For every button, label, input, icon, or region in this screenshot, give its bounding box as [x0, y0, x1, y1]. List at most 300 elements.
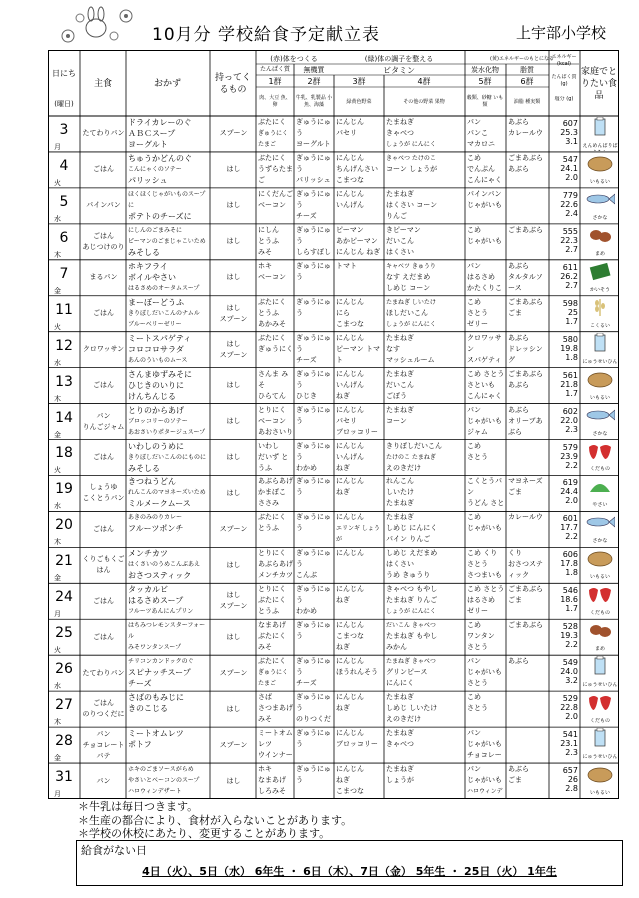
nutrition-p: 22.8: [560, 703, 578, 713]
side-cell: [128, 153, 209, 187]
g5-cell: [467, 405, 505, 439]
nutrition-values: [549, 407, 578, 434]
side-item: ＡＢＣスープ: [128, 129, 176, 138]
potato-icon: [585, 764, 615, 784]
g5-item: パインパン: [467, 189, 502, 198]
g5-item: こめ: [467, 225, 481, 234]
g4-item: なす えだまめ: [386, 272, 431, 281]
nutrition-s: 2.2: [565, 640, 578, 650]
bring-item: はし: [226, 591, 241, 600]
g5-item: こめ: [467, 153, 481, 162]
weekday: 水: [54, 214, 61, 223]
nutrition-p: 21.8: [560, 379, 578, 389]
header-green-label: (緑)体の調子を整える: [364, 54, 434, 63]
g3-item: にんじん: [336, 189, 364, 198]
g3-item: あかピーマン: [336, 236, 378, 245]
g5-cell: [467, 441, 505, 475]
header-bring: 持ってくるもの: [214, 73, 251, 95]
g3-cell: [336, 261, 383, 295]
g3-item: にんじん: [336, 118, 364, 126]
side-item: きつねうどん: [128, 477, 176, 487]
weekday: 木: [54, 718, 61, 727]
g6-item: ごまあぶら: [508, 297, 543, 306]
side-cell: [128, 261, 209, 295]
bring-item: はし: [226, 165, 241, 174]
g5-item: じゃがいも: [467, 776, 502, 785]
g3-item: にんじん: [336, 405, 364, 414]
g1-cell: [258, 261, 293, 295]
staple-item: ごはん: [93, 596, 114, 605]
g6-item: ごま: [508, 308, 522, 317]
staple-item: ごはん: [93, 699, 114, 708]
bring-cell: [212, 117, 255, 151]
g6-cell: [508, 620, 548, 654]
nutrition-values: [549, 227, 578, 254]
staple-cell: [82, 476, 125, 510]
nutrition-e: 607: [562, 119, 578, 128]
g2-item: のりつくだ: [296, 715, 331, 724]
g5-item: こめ: [467, 297, 481, 306]
g1-item: ひらてん: [258, 391, 286, 400]
g5-item: こめ: [467, 513, 481, 522]
staple-item: クロワッサン: [82, 345, 125, 354]
weekday: 金: [54, 754, 61, 763]
g4-item: えのきだけ: [386, 463, 421, 472]
nutrition-s: 2.3: [565, 748, 578, 758]
grain-icon: [585, 297, 615, 317]
g6-cell: [508, 261, 548, 295]
g2-item: わかめ: [296, 607, 317, 616]
g4-item: きゃべつ: [386, 740, 414, 749]
day-number: 20: [55, 517, 73, 534]
g4-item: しめじ えだまめ: [386, 549, 438, 558]
g3-item: パセリ: [336, 416, 357, 425]
g1-item: ぶたにく: [258, 513, 286, 522]
g1-cell: [258, 117, 293, 151]
g1-cell: [258, 369, 293, 403]
nutrition-e: 547: [562, 154, 578, 164]
g1-item: みそ: [258, 643, 272, 652]
side-item: おさつスティック: [128, 571, 192, 581]
staple-item: パン: [96, 776, 111, 785]
staple-item: しょうゆ: [89, 483, 118, 492]
nutrition-s: 2.7: [565, 244, 578, 254]
home-food-label: やさい: [592, 502, 608, 509]
g4-item: きゃべつ たけのこ: [386, 154, 436, 162]
side-item: ポトフ: [128, 740, 152, 750]
nutrition-e: 546: [562, 586, 578, 596]
header-g6: 6群: [520, 76, 534, 86]
g5-item: パンこ: [467, 129, 488, 137]
g5-item: さとう: [467, 679, 488, 688]
g5-item: こんにゃく: [467, 175, 502, 184]
bring-item: スプーン: [219, 602, 248, 611]
side-item: ホキのごまソースがらめ: [128, 766, 194, 774]
header-day: 日にち: [52, 68, 76, 78]
g1-item: ぶたにく: [258, 297, 286, 306]
g3-item: にんじん: [336, 621, 364, 630]
header-weekday: (曜日): [54, 99, 74, 108]
g2-item: ぎゅうにゅう: [296, 657, 331, 677]
staple-item: パン: [96, 411, 111, 420]
g3-item: ブロッコリー: [336, 740, 378, 749]
g1-item: ぶたにく: [258, 632, 286, 641]
side-item: タッカルビ: [128, 585, 168, 595]
g3-cell: [336, 728, 383, 762]
nutrition-p: 24.0: [560, 667, 578, 677]
g2-cell: [296, 512, 333, 546]
g1-cell: [258, 656, 293, 690]
g4-cell: [386, 620, 464, 654]
bring-cell: [212, 620, 255, 654]
side-item: ミルメークムース: [128, 499, 191, 509]
g2-cell: [296, 333, 333, 367]
header-energy-unit: エネルギー (kcal): [551, 54, 577, 67]
note-line: ＊牛乳は毎日つきます。: [78, 800, 199, 813]
side-item: はちみつレモンスターフォール: [128, 622, 206, 641]
g4-item: えのきだけ: [386, 715, 421, 724]
g1-item: みそ: [258, 247, 272, 256]
bring-cell: [212, 261, 255, 295]
header-home: 家庭でとりたい食品: [580, 67, 617, 101]
g4-item: たまねぎ もやし: [386, 632, 438, 641]
nutrition-values: [549, 478, 578, 505]
side-item: ちゅうかどんのぐ: [128, 153, 192, 163]
g1-item: ぶたにく: [258, 153, 286, 162]
g4-item: キャベツ きゅうり: [386, 262, 436, 270]
g2-cell: [296, 225, 333, 259]
g2-cell: [296, 764, 333, 798]
nutrition-p: 17.7: [560, 523, 578, 533]
header-g4: 4群: [417, 76, 431, 86]
g3-item: ブロッコリー: [336, 427, 378, 436]
g2-item: ぎゅうにゅう: [296, 765, 331, 785]
g5-cell: [467, 369, 505, 403]
g6-item: ごまあぶら: [508, 621, 543, 630]
g2-item: ぎゅうにゅう: [296, 549, 331, 569]
g6-item: タルタルソース: [508, 272, 543, 292]
weekday: 金: [54, 574, 61, 583]
g2-item: ぎゅうにゅう: [296, 729, 331, 749]
g2-cell: [296, 728, 333, 762]
g3-item: トマト: [336, 261, 357, 270]
g3-item: にんじん: [336, 477, 364, 486]
g1-cell: [258, 728, 293, 762]
side-item: ポテトのチーズに: [128, 211, 192, 221]
g1-item: ぶたにく: [258, 118, 286, 126]
g2-cell: [296, 153, 333, 187]
home-food-label: さかな: [592, 538, 608, 545]
staple-item: くりごもくごはん: [82, 555, 125, 575]
g4-cell: [386, 261, 464, 295]
header-g2: 2群: [307, 76, 321, 86]
side-cell: [128, 656, 209, 690]
g6-cell: [508, 153, 548, 187]
g1-item: [258, 402, 293, 403]
g1-item: ベーコン: [258, 272, 286, 281]
nutrition-e: 611: [562, 262, 578, 272]
g5-item: マカロニ: [467, 140, 495, 148]
g6-cell: [508, 225, 548, 259]
g5-item: さとう: [467, 643, 488, 652]
g2-item: ぎゅうにゅう: [296, 369, 331, 389]
side-item: みそしる: [128, 463, 160, 473]
g6-cell: [508, 297, 548, 331]
g4-item: たまねぎ: [386, 189, 414, 198]
staple-cell: [82, 153, 125, 187]
no-lunch-label: 給食がない日: [81, 844, 147, 857]
bring-item: スプーン: [219, 314, 248, 323]
g4-item: うめ きゅうり: [386, 571, 431, 580]
staple-cell: [82, 584, 125, 618]
home-food-label: さかな: [592, 214, 608, 221]
g6-cell: [508, 548, 548, 582]
nutrition-p: 23.9: [560, 451, 578, 461]
g4-cell: [386, 189, 464, 223]
side-cell: [128, 692, 209, 726]
header-g1: 1群: [268, 76, 282, 86]
g3-cell: [336, 476, 383, 510]
side-item: ピーマンのごまじゃこいため: [128, 237, 206, 245]
g5-cell: [467, 297, 505, 331]
staple-item: ごはん: [93, 524, 114, 533]
g4-item: しめじ コーン: [386, 283, 431, 292]
g4-item: しょうが: [386, 776, 414, 785]
home-food-label: こくるい: [589, 322, 610, 329]
side-item: [128, 653, 209, 654]
g4-cell: [386, 476, 464, 510]
g5-cell: [467, 476, 505, 510]
g1-item: うずらたまご: [258, 164, 293, 184]
g2-item: ぎゅうにゅう: [296, 333, 331, 353]
nutrition-values: [549, 766, 578, 793]
nutrition-p: 18.6: [560, 595, 578, 605]
side-item: いわしのうめに: [128, 441, 184, 451]
g1-item: さんま みそ: [258, 369, 289, 389]
side-cell: [128, 369, 209, 403]
side-item: ドライカレーのぐ: [128, 118, 192, 127]
g2-item: わかめ: [296, 463, 317, 472]
nutrition-e: 779: [562, 190, 578, 200]
g3-item: いんげん: [336, 452, 364, 461]
nutrition-values: [549, 658, 578, 685]
bring-cell: [212, 405, 255, 439]
g4-item: れんこん: [386, 477, 414, 486]
g2-item: ぎゅうにゅう: [296, 118, 331, 137]
side-cell: [128, 620, 209, 654]
g3-item: パセリ: [336, 129, 357, 137]
g3-item: ピーマン トマト: [336, 344, 380, 364]
nutrition-values: [549, 443, 578, 470]
g2-item: [296, 258, 333, 259]
g1-cell: [258, 512, 293, 546]
g1-item: とりにく: [258, 405, 286, 414]
header-salt-unit: 塩分 (g): [554, 96, 574, 102]
g2-item: チーズ: [296, 355, 317, 364]
g1-cell: [258, 189, 293, 223]
day-number: 21: [55, 553, 73, 570]
side-item: あんのういものムース: [128, 356, 188, 364]
header-g6-sub: 油脂 種実類: [513, 98, 541, 105]
g2-item: ぎゅうにゅう: [296, 153, 331, 173]
milk-icon: [585, 728, 615, 748]
g5-item: じゃがいも: [467, 524, 502, 533]
g1-cell: [258, 153, 293, 187]
bring-item: はし: [226, 273, 241, 282]
g4-cell: [386, 548, 464, 582]
nutrition-values: [549, 694, 578, 721]
weekday: 火: [54, 178, 61, 187]
nutrition-e: 529: [562, 694, 578, 704]
home-food-label: いもるい: [589, 394, 610, 401]
page-header: [0, 0, 639, 50]
g3-item: ピーマン: [336, 225, 364, 234]
g1-item: ウインナー: [258, 751, 293, 760]
nutrition-s: 1.7: [565, 316, 578, 326]
staple-cell: [82, 225, 125, 259]
bring-item: はし: [226, 339, 241, 348]
g1-item: ホキ: [258, 765, 272, 774]
side-item: こんにゃくのソテー: [128, 165, 182, 173]
staple-cell: [82, 189, 125, 223]
g4-item: たまねぎ りんご: [386, 596, 438, 605]
nutrition-s: 2.4: [565, 208, 578, 218]
staple-cell: [82, 728, 125, 762]
leaf-icon: [585, 476, 615, 496]
g3-item: にんじん: [336, 729, 364, 738]
bring-cell: [212, 584, 255, 618]
g6-item: カレールウ: [508, 513, 543, 522]
nutrition-values: [549, 191, 578, 218]
bring-item: はし: [226, 488, 241, 497]
g3-cell: [336, 369, 383, 403]
g5-cell: [467, 261, 505, 295]
g2-item: ぎゅうにゅう: [296, 225, 331, 245]
g2-item: ぎゅうにゅう: [296, 261, 331, 281]
bring-item: スプーン: [219, 740, 248, 749]
weekday: 水: [54, 358, 61, 367]
g3-item: こまつな: [336, 175, 364, 184]
no-lunch-box: [76, 840, 623, 886]
bring-item: はし: [226, 704, 241, 713]
bean-icon: [585, 225, 615, 245]
g4-item: コーン: [386, 416, 407, 425]
staple-item: こくとうパン: [82, 494, 125, 503]
side-cell: [128, 512, 209, 546]
staple-cell: [82, 333, 125, 367]
g1-item: とりにく: [258, 549, 286, 558]
g3-item: エリンギ しょうが: [336, 525, 380, 544]
nutrition-values: [549, 263, 578, 290]
g6-item: あぶら: [508, 118, 529, 126]
bring-item: はし: [226, 452, 241, 461]
home-food-label: かいそう: [589, 286, 610, 293]
side-item: さばのもみじに: [128, 693, 184, 703]
note-line: ＊生産の都合により、食材が入らないことがあります。: [78, 813, 353, 827]
g4-item: しょうが にんにく: [386, 608, 436, 616]
g4-item: ほしだいこん: [386, 308, 428, 317]
bring-item: はし: [226, 417, 241, 426]
g5-item: じゃがいも: [467, 668, 502, 677]
weekday: 木: [54, 538, 61, 547]
side-item: あきのみのりカレー: [128, 514, 183, 522]
g3-item: にんじん: [336, 297, 364, 306]
note-line: ＊学校の休校にあたり、変更することがあります。: [78, 827, 331, 840]
g5-item: パン: [467, 261, 481, 270]
g6-item: ごま: [508, 488, 522, 497]
day-number: 13: [55, 373, 73, 390]
milk-icon: [585, 333, 615, 353]
bring-item: スプーン: [219, 524, 248, 533]
g6-item: あぶら: [508, 405, 529, 414]
header-minerals: 無機質: [303, 65, 325, 74]
side-cell: [128, 297, 209, 331]
g6-item: あぶら: [508, 261, 529, 270]
header-protein-unit: たんぱく質 (g): [551, 74, 577, 87]
g3-cell: [336, 512, 383, 546]
nutrition-p: 22.6: [560, 199, 578, 209]
weekday: 火: [54, 646, 61, 655]
g1-item: とうふ: [258, 607, 279, 616]
home-food-label: えんめんぱりぱ: [582, 142, 618, 149]
g1-item: いわし: [258, 441, 279, 450]
nutrition-p: 22.0: [560, 415, 578, 425]
g3-item: にんじん ねぎ: [336, 247, 381, 256]
nutrition-p: 25: [567, 307, 578, 317]
nutrition-e: 598: [562, 298, 578, 308]
g4-item: みかん: [386, 643, 407, 652]
g1-item: ぶたにく: [258, 657, 286, 666]
home-food-label: くだもの: [589, 718, 610, 725]
g1-cell: [258, 620, 293, 654]
side-item: [128, 222, 209, 223]
g1-item: しろみそ: [258, 787, 286, 796]
g1-item: とりにく: [258, 585, 286, 594]
weekday: 火: [54, 466, 61, 475]
bring-cell: [212, 189, 255, 223]
g3-item: こまつな: [336, 632, 364, 641]
g3-item: ねぎ: [336, 463, 350, 472]
nutrition-s: 3.1: [565, 137, 578, 146]
g5-item: じゃがいも: [467, 740, 502, 749]
weekday: 月: [54, 790, 61, 798]
g1-item: ぶたにく: [258, 596, 286, 605]
nutrition-p: 19.8: [560, 343, 578, 353]
g3-item: にら: [336, 308, 350, 317]
g4-item: たまねぎ しいたけ: [386, 298, 436, 306]
nutrition-e: 619: [562, 478, 578, 488]
g6-item: あぶら: [508, 333, 529, 342]
day-number: 19: [55, 481, 73, 498]
g5-cell: [467, 189, 505, 223]
g3-cell: [336, 333, 383, 367]
bean-icon: [585, 620, 615, 640]
side-item: れんこんのマヨネーズいため: [128, 489, 206, 497]
g4-item: しょうが にんにく: [386, 320, 436, 328]
g2-item: ぎゅうにゅう: [296, 405, 331, 425]
g3-cell: [336, 405, 383, 439]
flower-bunny-logo: [58, 6, 138, 46]
header-yellow-label: (黄)エネルギーのもとになる: [490, 55, 554, 62]
nutrition-s: 1.7: [565, 604, 578, 614]
nutrition-p: 23.1: [560, 739, 578, 749]
weekday: 木: [54, 250, 61, 259]
weekday: 月: [54, 610, 61, 619]
bring-cell: [212, 764, 255, 798]
g4-cell: [386, 333, 464, 367]
nutrition-values: [549, 155, 578, 182]
nutrition-p: 26.2: [560, 271, 578, 281]
